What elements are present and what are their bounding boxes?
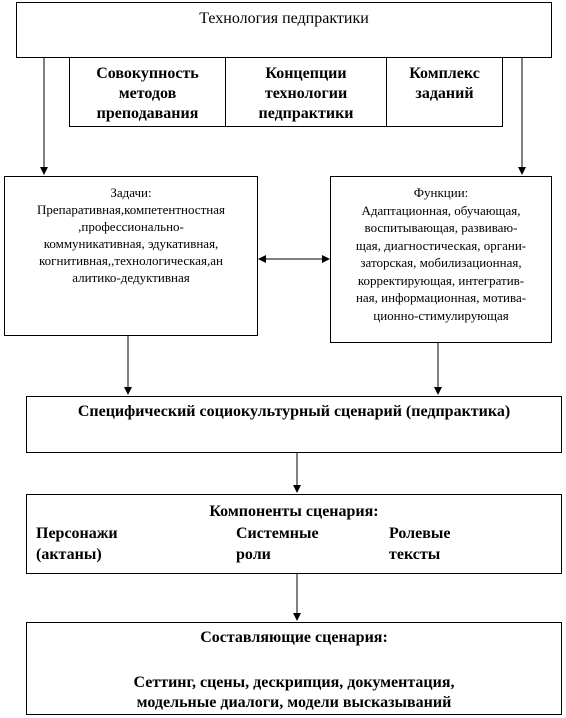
components-box <box>26 494 562 574</box>
tasks-set-text: Комплекс заданий <box>409 65 480 102</box>
tasks-text: Задачи: Препаративная,компетентностная ,профессионально- коммуникативная, эдукативная, когнитивная,,технологическая,ан алитико-дедуктивная <box>5 184 257 286</box>
components-title: Компоненты сценария: <box>209 503 379 520</box>
tasks-box <box>4 176 258 336</box>
scenario-title: Специфический социокультурный сценарий (педпрактика) <box>77 403 511 420</box>
tasks-heading: Задачи: <box>110 185 152 200</box>
components-col-system-roles: Системные роли <box>236 525 319 563</box>
functions-heading: Функции: <box>413 185 469 200</box>
functions-box <box>330 176 552 343</box>
parts-title: Составляющие сценария: <box>200 629 388 646</box>
tasks-set-box <box>386 57 503 127</box>
components-col-role-texts: Ролевые тексты <box>389 525 451 563</box>
methods-text: Совокупность методов преподавания <box>96 65 199 122</box>
scenario-box <box>26 396 562 453</box>
parts-box <box>26 622 562 715</box>
methods-box <box>69 57 226 127</box>
technology-title: Технология педпрактики <box>199 10 369 27</box>
concepts-text: Концепции технологии педпрактики <box>258 65 354 122</box>
technology-box <box>16 2 552 58</box>
parts-text: Сеттинг, сцены, дескрипция, документация, модельные диалоги, модели высказываний <box>133 674 455 711</box>
components-col-characters: Персонажи (актаны) <box>36 525 118 563</box>
functions-text: Функции: Адаптационная, обучающая, воспитывающая, развиваю- щая, диагностическая, органи- заторская, мобилизационная, корректирующая, интегратив- ная, информационная, мотива- ционно-стимулирующая <box>331 184 551 324</box>
concepts-box <box>225 57 387 127</box>
